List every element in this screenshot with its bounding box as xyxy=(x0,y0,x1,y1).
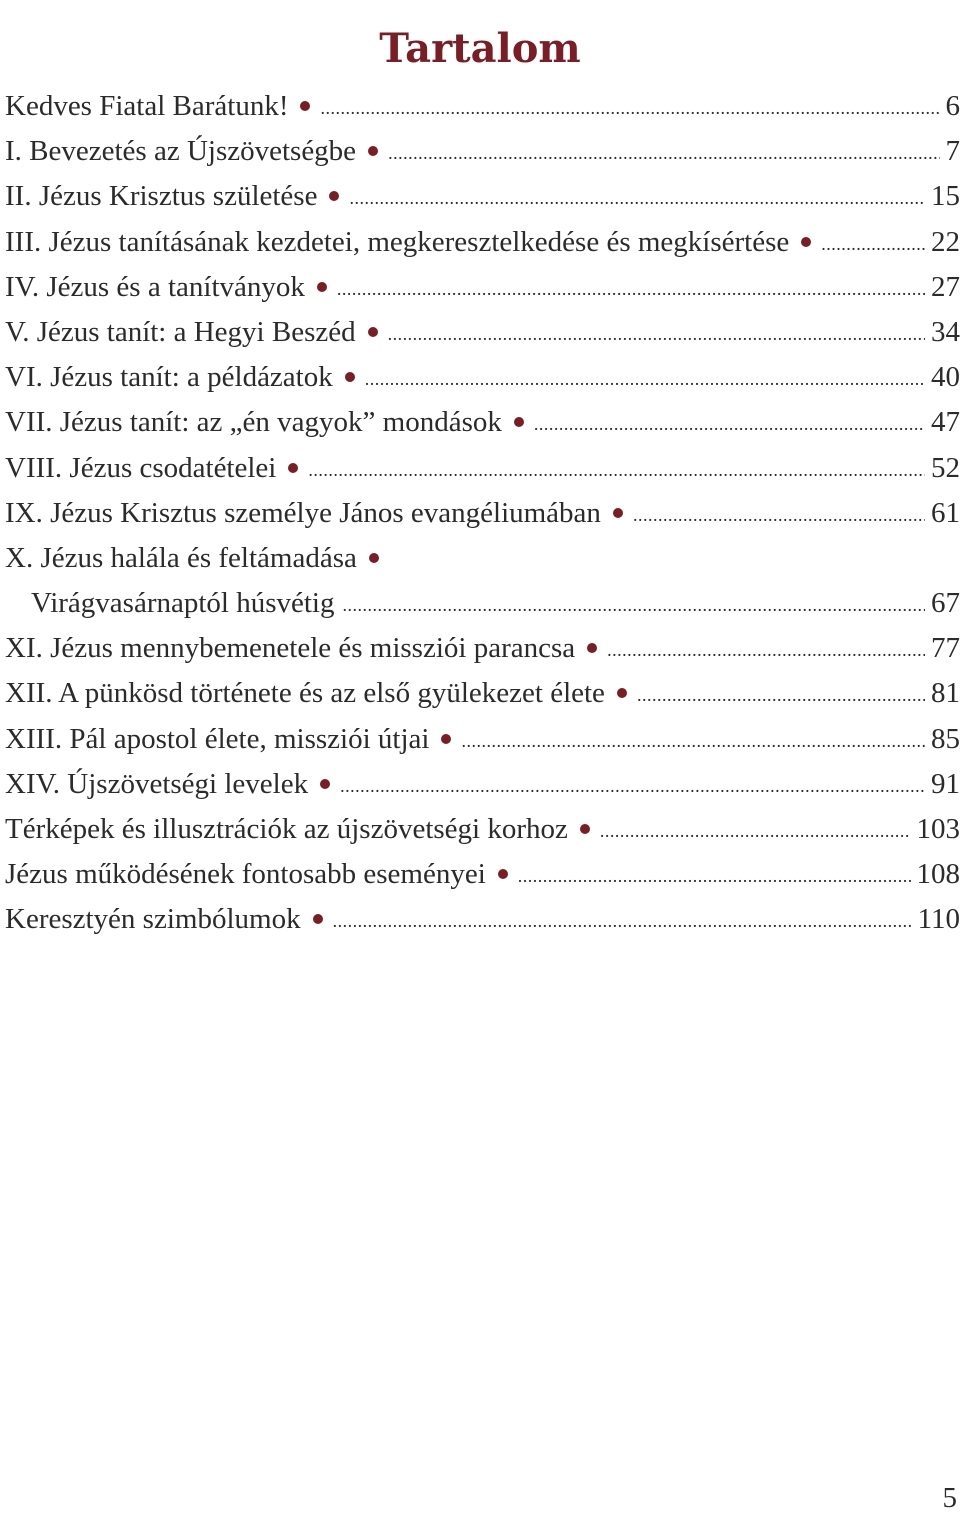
bullet-icon xyxy=(580,824,590,834)
dot-leader xyxy=(633,493,925,538)
toc-entry-page: 27 xyxy=(931,270,960,303)
toc-entry-label: V. Jézus tanít: a Hegyi Beszéd xyxy=(5,315,356,348)
toc-entry[interactable] xyxy=(5,355,960,400)
toc-entry[interactable] xyxy=(5,671,960,716)
bullet-icon xyxy=(613,508,623,518)
toc-entry-page: 81 xyxy=(931,677,960,710)
toc-entry[interactable] xyxy=(5,536,960,581)
toc-entry-page: 91 xyxy=(931,767,960,800)
table-of-contents xyxy=(5,84,960,943)
dot-leader xyxy=(518,854,911,899)
toc-entry[interactable] xyxy=(5,265,960,310)
toc-entry-page: 34 xyxy=(931,315,960,348)
toc-entry[interactable] xyxy=(5,84,960,129)
bullet-icon xyxy=(498,869,508,879)
toc-entry-page: 108 xyxy=(916,858,960,891)
toc-entry-page: 15 xyxy=(931,180,960,213)
toc-entry[interactable] xyxy=(5,310,960,355)
toc-entry-label: XI. Jézus mennybemenetele és missziói parancsa xyxy=(5,632,576,665)
toc-entry[interactable] xyxy=(5,491,960,536)
bullet-icon xyxy=(313,914,323,924)
bullet-icon xyxy=(300,101,310,111)
dot-leader xyxy=(337,267,925,312)
dot-leader xyxy=(333,899,912,944)
toc-entry[interactable] xyxy=(5,220,960,265)
toc-entry[interactable] xyxy=(5,852,960,897)
dot-leader xyxy=(365,357,925,402)
toc-entry-page: 77 xyxy=(931,632,960,665)
bullet-icon xyxy=(317,282,327,292)
toc-entry-page: 40 xyxy=(931,361,960,394)
toc-entry-page: 85 xyxy=(931,722,960,755)
toc-entry-label: III. Jézus tanításának kezdetei, megkeresztelkedése és megkísértése xyxy=(5,225,790,258)
toc-entry-label: II. Jézus Krisztus születése xyxy=(5,180,318,213)
toc-entry-label: IV. Jézus és a tanítványok xyxy=(5,270,305,303)
toc-entry[interactable] xyxy=(5,129,960,174)
dot-leader xyxy=(600,809,911,854)
dot-leader xyxy=(821,222,925,267)
bullet-icon xyxy=(288,463,298,473)
bullet-icon xyxy=(345,372,355,382)
toc-entry[interactable] xyxy=(5,897,960,942)
toc-entry-continuation[interactable] xyxy=(5,581,960,626)
toc-entry-page: 6 xyxy=(945,90,960,122)
toc-entry[interactable] xyxy=(5,807,960,852)
bullet-icon xyxy=(587,643,597,653)
toc-entry-label: Jézus működésének fontosabb eseményei xyxy=(5,858,486,891)
toc-entry-page: 22 xyxy=(931,225,960,258)
toc-entry-label: Kedves Fiatal Barátunk! xyxy=(5,90,289,122)
bullet-icon xyxy=(320,779,330,789)
toc-entry-page: 67 xyxy=(931,587,960,620)
dot-leader xyxy=(388,312,925,357)
toc-entry-page: 110 xyxy=(917,903,960,936)
dot-leader xyxy=(534,402,925,447)
bullet-icon xyxy=(369,553,379,563)
bullet-icon xyxy=(617,688,627,698)
dot-leader xyxy=(320,86,939,131)
toc-entry-label: IX. Jézus Krisztus személye János evangéliumában xyxy=(5,496,601,529)
toc-entry-subtitle: Virágvasárnaptól húsvétig xyxy=(31,587,335,620)
toc-entry-label: VII. Jézus tanít: az „én vagyok” mondások xyxy=(5,406,502,439)
toc-entry-page: 52 xyxy=(931,451,960,484)
bullet-icon xyxy=(368,146,378,156)
page-title: Tartalom xyxy=(379,24,581,72)
toc-entry-label: VIII. Jézus csodatételei xyxy=(5,451,277,484)
bullet-icon xyxy=(441,734,451,744)
toc-entry[interactable] xyxy=(5,446,960,491)
toc-entry[interactable] xyxy=(5,626,960,671)
dot-leader xyxy=(340,764,925,809)
toc-entry[interactable] xyxy=(5,174,960,219)
bullet-icon xyxy=(368,327,378,337)
toc-entry-label: Keresztyén szimbólumok xyxy=(5,903,301,936)
dot-leader xyxy=(461,719,925,764)
toc-entry-label: XIII. Pál apostol élete, missziói útjai xyxy=(5,722,430,755)
toc-entry-page: 103 xyxy=(916,813,960,845)
toc-entry[interactable] xyxy=(5,762,960,807)
toc-entry-page: 61 xyxy=(931,496,960,529)
dot-leader xyxy=(349,176,925,221)
page-number: 5 xyxy=(942,1482,957,1514)
toc-entry-label: XIV. Újszövetségi levelek xyxy=(5,767,309,800)
dot-leader xyxy=(388,131,939,176)
dot-leader xyxy=(308,448,925,493)
dot-leader xyxy=(607,628,925,673)
toc-entry-label: Térképek és illusztrációk az újszövetségi korhoz xyxy=(5,813,568,845)
dot-leader xyxy=(637,673,925,718)
toc-entry-label: I. Bevezetés az Újszövetségbe xyxy=(5,135,357,168)
toc-entry-page: 7 xyxy=(945,135,960,168)
toc-entry-label: X. Jézus halála és feltámadása xyxy=(5,541,357,574)
dot-leader xyxy=(342,583,925,628)
bullet-icon xyxy=(329,191,339,201)
toc-entry[interactable] xyxy=(5,717,960,762)
bullet-icon xyxy=(514,417,524,427)
toc-entry[interactable] xyxy=(5,400,960,445)
toc-entry-label: VI. Jézus tanít: a példázatok xyxy=(5,361,333,394)
toc-entry-page: 47 xyxy=(931,406,960,439)
bullet-icon xyxy=(801,237,811,247)
toc-entry-label: XII. A pünkösd története és az első gyülekezet élete xyxy=(5,677,605,710)
